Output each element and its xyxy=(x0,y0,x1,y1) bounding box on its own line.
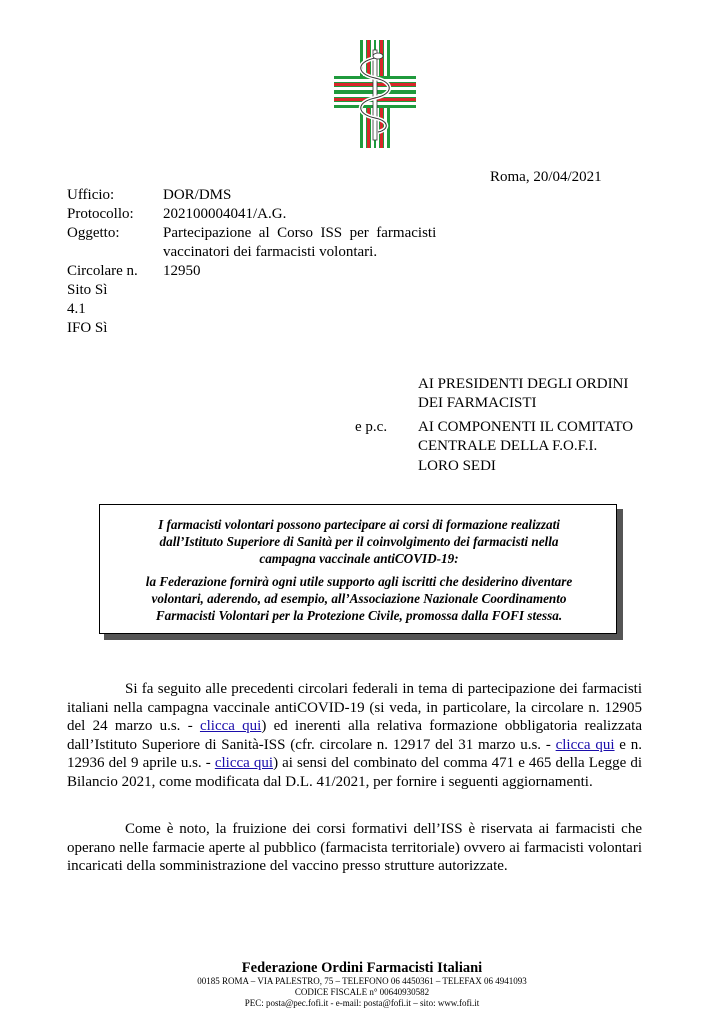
body-paragraph-2 xyxy=(67,820,642,876)
summary-line: I farmacisti volontari possono partecipare ai corsi di formazione realizzati xyxy=(158,517,560,532)
ifo-flag: IFO Sì xyxy=(67,320,108,336)
footer-contacts: PEC: posta@pec.fofi.it - e-mail: posta@fofi.it – sito: www.fofi.it xyxy=(244,998,480,1008)
recipient-line-2: DEI FARMACISTI xyxy=(418,395,537,411)
protocollo-value: 202100004041/A.G. xyxy=(163,206,287,222)
body-text: ) ed inerenti alla relativa formazione obbligatoria realizzata dall’Istituto Superiore di Sanità-ISS (cfr. circolare n. 12917 del 31 marzo u.s. - xyxy=(67,718,643,753)
body-text: ) ai sensi del combinato del comma 471 e 465 della Legge di Bilancio 2021, come modificata dal D.L. 41/2021, per fornire i seguenti aggiornamenti. xyxy=(67,755,642,790)
footer-address: 00185 ROMA – VIA PALESTRO, 75 – TELEFONO 06 4450361 – TELEFAX 06 4941093 xyxy=(197,976,527,986)
summary-box-frame xyxy=(99,504,617,634)
summary-box xyxy=(99,504,623,640)
sito-flag: Sito Sì xyxy=(67,282,108,298)
letter-date: Roma, 20/04/2021 xyxy=(490,169,602,185)
circolare-12917-link[interactable]: clicca qui xyxy=(555,736,615,753)
section-number: 4.1 xyxy=(67,301,86,317)
summary-line: campagna vaccinale antiCOVID-19: xyxy=(259,551,459,566)
ufficio-value: DOR/DMS xyxy=(163,187,232,203)
footer-fiscal-code: CODICE FISCALE n° 00640930582 xyxy=(294,987,430,997)
summary-line: Farmacisti Volontari per la Protezione Civile, promossa dalla FOFI stessa. xyxy=(155,608,563,623)
recipient-line-5: LORO SEDI xyxy=(418,458,496,474)
circolare-value: 12950 xyxy=(163,263,201,279)
circolare-label: Circolare n. xyxy=(67,263,138,279)
recipient-line-1: AI PRESIDENTI DEGLI ORDINI xyxy=(418,376,629,392)
recipient-line-3: AI COMPONENTI IL COMITATO xyxy=(418,419,634,435)
fofi-logo-cross-caduceus-icon xyxy=(334,40,416,148)
oggetto-value-line1: Partecipazione al Corso ISS per farmacisti xyxy=(163,225,437,241)
footer-organization: Federazione Ordini Farmacisti Italiani xyxy=(241,960,483,976)
summary-line: dall’Istituto Superiore di Sanità per il coinvolgimento dei farmacisti nella xyxy=(159,534,559,549)
body-text: e n. 12936 del 9 aprile u.s. - xyxy=(67,736,642,772)
ufficio-label: Ufficio: xyxy=(67,187,115,203)
body-text: Come è noto, la fruizione dei corsi formativi dell’ISS è riservata ai farmacisti che operano nelle farmacie aperte al pubblico (farmacista territoriale) ovvero ai farmacisti volontari incaricati della somministrazione del vaccino presso strutture autorizzate. xyxy=(67,821,642,875)
oggetto-label: Oggetto: xyxy=(67,225,120,241)
protocollo-label: Protocollo: xyxy=(67,206,134,222)
body-paragraph-1 xyxy=(67,680,642,792)
recipient-line-4: CENTRALE DELLA F.O.F.I. xyxy=(418,438,598,454)
summary-line: volontari, aderendo, ad esempio, all’Associazione Nazionale Coordinamento xyxy=(151,591,567,606)
summary-line: la Federazione fornirà ogni utile supporto agli iscritti che desiderino diventare xyxy=(145,574,573,589)
epc-label: e p.c. xyxy=(355,419,388,435)
body-text: Si fa seguito alle precedenti circolari federali in tema di partecipazione dei farmacisti italiani nella campagna vaccinale antiCOVID-19 (si veda, in particolare, la circolare n. 12905 del 24 marzo u.s. - xyxy=(67,681,642,735)
circolare-12905-link[interactable]: clicca qui xyxy=(199,718,262,735)
circolare-12936-link[interactable]: clicca qui xyxy=(214,755,274,772)
oggetto-value-line2: vaccinatori dei farmacisti volontari. xyxy=(163,244,378,260)
